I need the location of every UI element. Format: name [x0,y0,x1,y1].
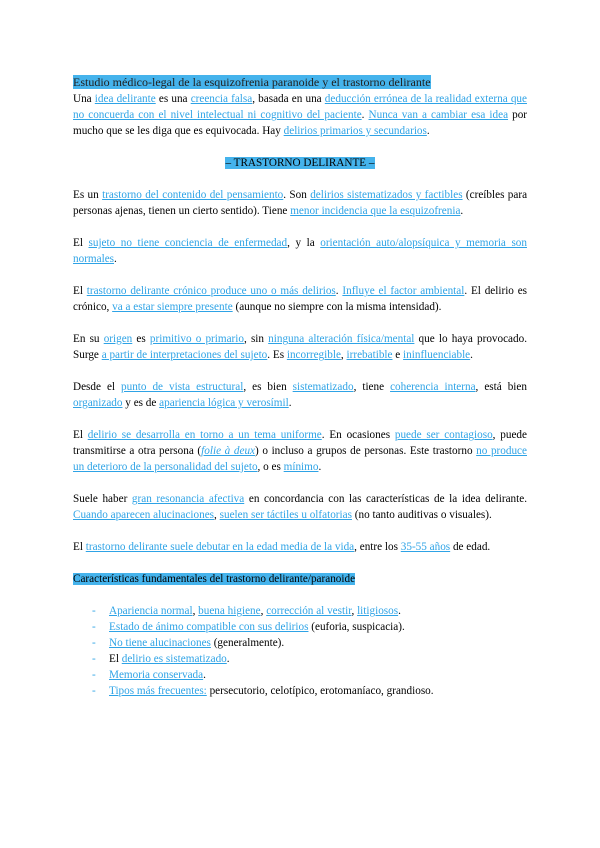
paragraph-contagion [73,427,527,475]
list-item-text [109,685,434,697]
list-bullet: - [92,685,96,697]
text-run: . [203,669,206,681]
text-run: (no tanto auditivas o visuales). [351,509,492,521]
text-run: . [226,653,230,665]
paragraph-affect [73,491,527,523]
text-run: . [398,605,401,617]
text-run: de edad. [450,541,491,553]
text-run: , basada en una [252,93,325,105]
underlined-term: apariencia lógica y verosímil [159,397,289,409]
underlined-term: Estado de ánimo compatible con sus delirios [109,621,309,633]
text-run: Es un [73,189,103,201]
underlined-term: primitivo o primario [149,333,244,345]
underlined-term: mínimo [283,461,319,473]
text-run: , está bien [475,381,527,393]
underlined-term: sujeto no tiene conciencia de enfermedad [88,237,288,249]
text-run: . Es [267,349,287,361]
underlined-term: trastorno delirante crónico produce uno o más delirios [86,285,336,297]
document-page [73,74,527,699]
text-run: , [260,605,267,617]
text-run: , [192,605,199,617]
list-heading-text: Características fundamentales del trastorno delirante/paranoide [73,573,356,585]
underlined-term: origen [103,333,133,345]
text-run: ) o incluso a grupos de personas. Este trastorno [255,445,477,457]
list-item [92,667,527,683]
underlined-term: litigiosos [357,605,399,617]
paragraph-onset [73,539,527,555]
list-item-text [109,621,405,633]
paragraph-chronic [73,283,527,315]
underlined-term: punto de vista estructural [121,381,244,393]
text-run: , es bien [243,381,293,393]
list-item [92,635,527,651]
underlined-term: organizado [73,397,123,409]
underlined-term: folie à deux [201,445,256,457]
underlined-term: ininfluenciable [403,349,471,361]
text-run: El [73,429,88,441]
underlined-term: Apariencia normal [109,605,193,617]
list-item [92,603,527,619]
text-run: (generalmente). [210,637,285,649]
underlined-term: puede ser contagioso [394,429,493,441]
underlined-term: trastorno delirante suele debutar en la edad media de la vida [85,541,355,553]
paragraph-structure [73,379,527,411]
list-bullet: - [92,605,96,617]
underlined-term: deducción errónea de la realidad externa que no concuerda con el nivel intelectual ni cognitivo del paciente [73,93,527,121]
underlined-term: irrebatible [346,349,393,361]
text-run: . [318,461,322,473]
text-run: . El delirio es crónico, [73,285,528,313]
paragraph-awareness [73,235,527,267]
text-run: en concordancia con las características de la idea delirante. [244,493,528,505]
list-item-text [109,637,284,649]
underlined-term: Cuando aparecen alucinaciones [73,509,215,521]
list-item [92,683,527,699]
text-run: , o es [257,461,284,473]
underlined-term: delirio se desarrolla en torno a un tema uniforme [87,429,322,441]
text-run: El [73,285,87,297]
text-run: (creíbles para personas ajenas, tienen un cierto sentido). Tiene [73,189,528,217]
text-run: , y la [287,237,321,249]
underlined-term: orientación auto/alopsíquica y memoria son normales [73,237,527,265]
characteristics-list [73,603,527,699]
list-bullet: - [92,669,96,681]
underlined-term: coherencia interna [390,381,476,393]
underlined-term: delirios sistematizados y factibles [310,189,463,201]
paragraph-origin [73,331,527,363]
list-item-text [109,653,230,665]
text-run: , entre los [354,541,401,553]
underlined-term: sistematizado [292,381,354,393]
text-run: . [361,109,369,121]
text-run: y es de [122,397,160,409]
underlined-term: delirios primarios y secundarios [283,125,427,137]
underlined-term: Nunca van a cambiar esa idea [368,109,509,121]
text-run: , tiene [353,381,391,393]
text-run: El [73,237,89,249]
text-run: . [335,285,343,297]
underlined-term: 35-55 años [400,541,451,553]
text-run: . [426,125,430,137]
text-run: Desde el [73,381,121,393]
underlined-term: buena higiene [198,605,261,617]
document-title [73,74,527,91]
underlined-term: Influye el factor ambiental [342,285,465,297]
underlined-term: No tiene alucinaciones [109,637,211,649]
list-bullet: - [92,621,96,633]
underlined-term: menor incidencia que la esquizofrenia [290,205,461,217]
text-run: . [470,349,473,361]
underlined-term: suelen ser táctiles u olfatorias [219,509,352,521]
title-text: Estudio médico-legal de la esquizofrenia paranoide y el trastorno delirante [73,75,431,89]
text-run: , [214,509,220,521]
list-heading [73,571,527,587]
list-item [92,651,527,667]
text-run: (aunque no siempre con la misma intensidad). [232,301,442,313]
text-run: es [132,333,150,345]
underlined-term: trastorno del contenido del pensamiento [102,189,284,201]
underlined-term: idea delirante [94,93,156,105]
underlined-term: incorregible [286,349,341,361]
list-bullet: - [92,653,96,665]
text-run: que lo haya provocado. Surge [73,333,528,361]
underlined-term: no produce un deterioro de la personalidad del sujeto [73,445,527,473]
section-heading [73,155,527,171]
text-run: Suele haber [73,493,132,505]
text-run: e [392,349,404,361]
underlined-term: creencia falsa [190,93,253,105]
text-run: , [351,605,358,617]
section-heading-text: – TRASTORNO DELIRANTE – [225,157,375,169]
underlined-term: gran resonancia afectiva [131,493,245,505]
underlined-term: delirio es sistematizado [121,653,227,665]
text-run: es una [155,93,191,105]
underlined-term: Tipos más frecuentes: [109,685,207,697]
list-bullet: - [92,637,96,649]
text-run: . [288,397,292,409]
text-run: , [340,349,347,361]
text-run: . [114,253,117,265]
text-run: (euforia, suspicacia). [308,621,405,633]
text-run: El [109,653,122,665]
text-run: , sin [244,333,269,345]
paragraph-definition [73,187,527,219]
underlined-term: corrección al vestir [266,605,352,617]
underlined-term: Memoria conservada [109,669,204,681]
text-run: . En ocasiones [321,429,395,441]
list-item [92,619,527,635]
text-run: . [460,205,464,217]
list-item-text [109,605,401,617]
underlined-term: va a estar siempre presente [112,301,233,313]
text-run: En su [73,333,104,345]
text-run: . Son [283,189,311,201]
text-run: persecutorio, celotípico, erotomaníaco, grandioso. [206,685,434,697]
underlined-term: ninguna alteración física/mental [268,333,415,345]
underlined-term: a partir de interpretaciones del sujeto [101,349,268,361]
text-run: , puede transmitirse a otra persona ( [73,429,527,457]
list-item-text [109,669,206,681]
paragraph-intro [73,91,527,139]
text-run: por mucho que se les diga que es equivocada. Hay [73,109,528,137]
text-run: El [73,541,86,553]
text-run: Una [73,93,95,105]
